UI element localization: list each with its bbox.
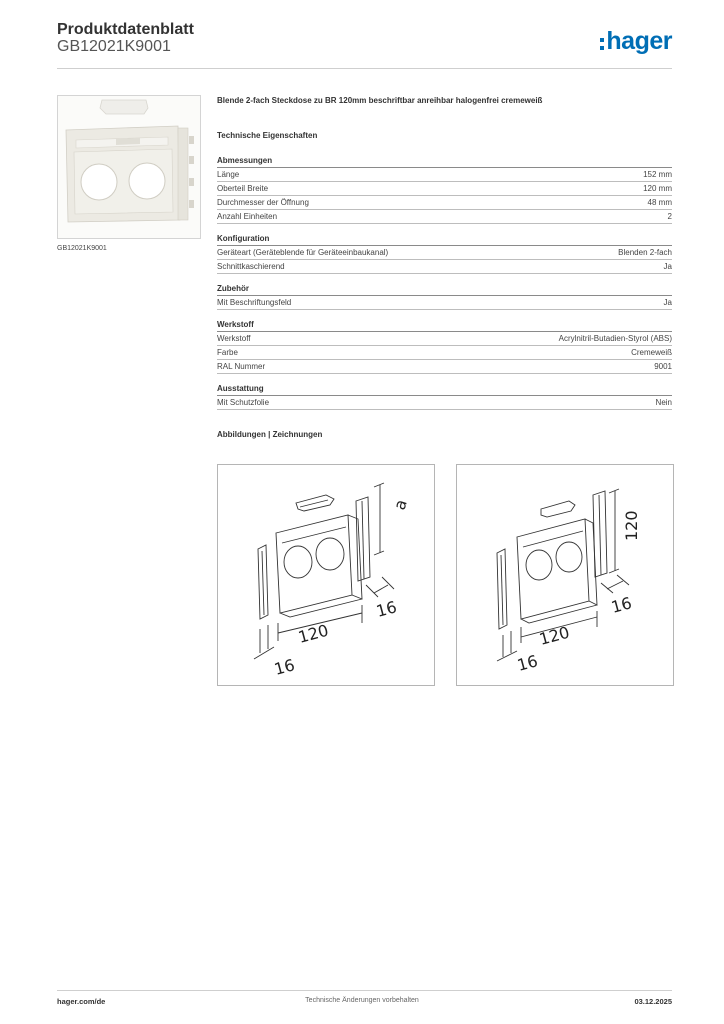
section-ausstattung (217, 384, 672, 410)
logo-dots-icon (600, 38, 604, 50)
section-title: Werkstoff (217, 320, 672, 332)
property-row (217, 332, 672, 346)
dim-width-label: 120 (296, 620, 331, 647)
property-row (217, 168, 672, 182)
property-label: Anzahl Einheiten (217, 211, 278, 221)
hager-logo[interactable] (600, 28, 672, 54)
property-label: Farbe (217, 347, 238, 357)
dim-a-label: a (389, 497, 411, 513)
product-description: Blende 2-fach Steckdose zu BR 120mm beschriftbar anreihbar halogenfrei cremeweiß (217, 96, 543, 105)
property-label: Werkstoff (217, 333, 251, 343)
property-row (217, 260, 672, 274)
footer-website-link[interactable]: hager.com/de (57, 997, 106, 1006)
drawing-1-lines (218, 465, 434, 685)
property-label: Mit Schutzfolie (217, 397, 270, 407)
section-title: Abmessungen (217, 156, 672, 168)
section-title: Zubehör (217, 284, 672, 296)
footer-date: 03.12.2025 (634, 997, 672, 1006)
section-konfiguration (217, 234, 672, 274)
figures-heading: Abbildungen | Zeichnungen (217, 430, 323, 439)
dim-height-label: 120 (622, 510, 641, 541)
property-row (217, 182, 672, 196)
property-row (217, 196, 672, 210)
image-caption: GB12021K9001 (57, 245, 107, 252)
product-code: GB12021K9001 (57, 38, 171, 55)
section-abmessungen (217, 156, 672, 224)
dim-front-label: 16 (272, 655, 297, 679)
property-label: Durchmesser der Öffnung (217, 197, 309, 207)
property-row (217, 396, 672, 410)
property-label: Geräteart (Geräteblende für Geräteeinbaukanal) (217, 247, 389, 257)
property-value: 120 mm (643, 183, 672, 193)
property-row (217, 246, 672, 260)
dim-side-label: 16 (609, 593, 634, 617)
property-row (217, 296, 672, 310)
product-image (57, 95, 201, 239)
document-title: Produktdatenblatt (57, 21, 194, 38)
property-value: Nein (655, 397, 672, 407)
property-label: Länge (217, 169, 240, 179)
product-photo-icon (58, 96, 200, 238)
property-row (217, 346, 672, 360)
property-value: Ja (663, 261, 672, 271)
property-value: 2 (667, 211, 672, 221)
property-value: 9001 (654, 361, 672, 371)
footer-divider (57, 990, 672, 991)
section-zubehoer (217, 284, 672, 310)
dim-side-label: 16 (374, 597, 399, 621)
property-value: Ja (663, 297, 672, 307)
tech-properties-heading: Technische Eigenschaften (217, 131, 318, 140)
page-header (57, 20, 672, 70)
section-title: Ausstattung (217, 384, 672, 396)
property-label: Schnittkaschierend (217, 261, 285, 271)
dim-width-label: 120 (537, 622, 572, 649)
footer-disclaimer: Technische Änderungen vorbehalten (305, 997, 419, 1004)
property-row (217, 210, 672, 224)
drawing-2-lines (457, 465, 673, 685)
technical-drawing-2 (456, 464, 674, 686)
header-divider (57, 68, 672, 69)
property-label: Mit Beschriftungsfeld (217, 297, 292, 307)
property-value: 152 mm (643, 169, 672, 179)
property-value: 48 mm (647, 197, 672, 207)
property-value: Blenden 2-fach (618, 247, 672, 257)
property-value: Acrylnitril-Butadien-Styrol (ABS) (558, 333, 672, 343)
properties-panel (217, 96, 672, 440)
section-werkstoff (217, 320, 672, 374)
technical-drawing-1 (217, 464, 435, 686)
dim-front-label: 16 (515, 651, 540, 675)
property-label: Oberteil Breite (217, 183, 269, 193)
logo-wordmark: hager (606, 27, 672, 55)
property-value: Cremeweiß (631, 347, 672, 357)
section-title: Konfiguration (217, 234, 672, 246)
property-row (217, 360, 672, 374)
property-label: RAL Nummer (217, 361, 266, 371)
